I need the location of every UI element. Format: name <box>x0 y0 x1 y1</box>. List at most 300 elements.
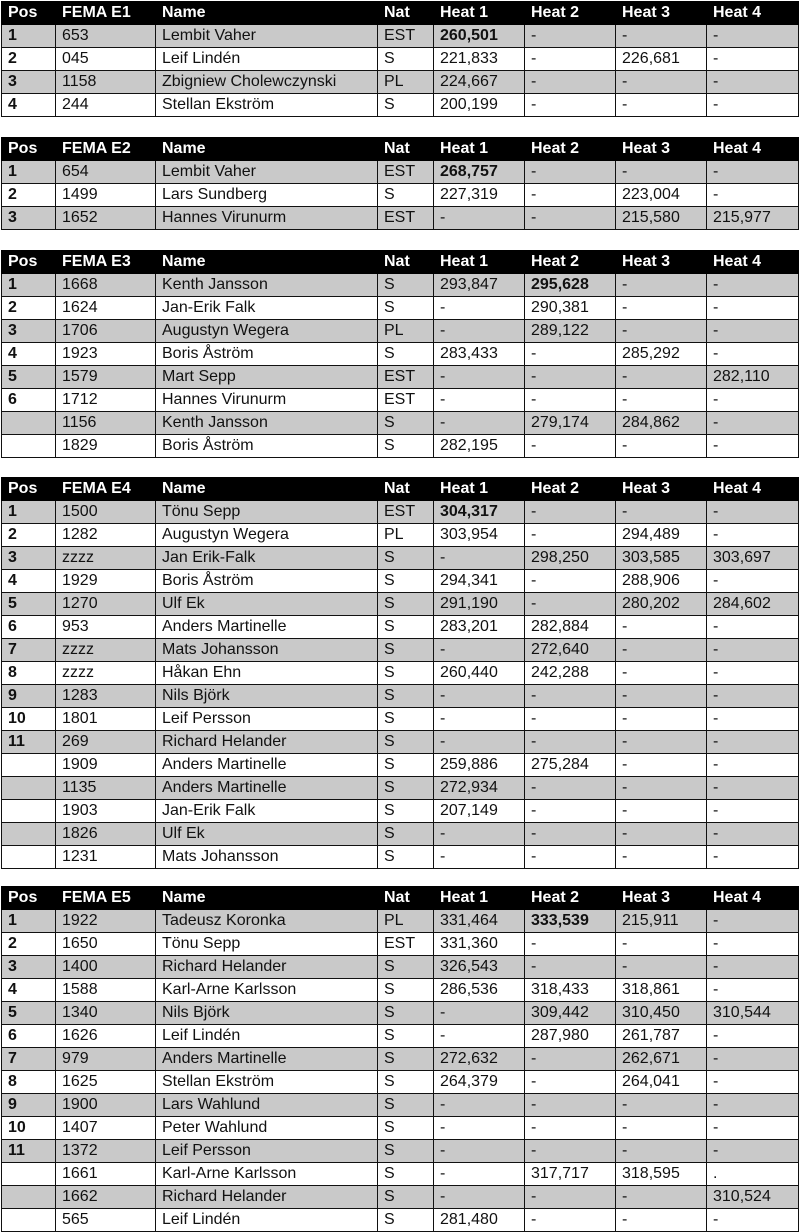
table-row <box>2 662 799 685</box>
heat-1-cell: 326,543 <box>434 956 525 979</box>
heat-4-cell: 215,977 <box>707 207 799 230</box>
nationality-cell: S <box>378 846 434 869</box>
header-class-label: FEMA E5 <box>56 887 156 910</box>
heat-2-cell: 279,174 <box>525 412 616 435</box>
heat-1-cell: 281,480 <box>434 1209 525 1232</box>
driver-name-cell: Tadeusz Koronka <box>156 910 378 933</box>
driver-name-cell: Tönu Sepp <box>156 933 378 956</box>
nationality-cell: S <box>378 274 434 297</box>
driver-name-cell: Boris Åström <box>156 435 378 458</box>
fema-number-cell: zzzz <box>56 547 156 570</box>
table-row <box>2 1186 799 1209</box>
heat-1-cell: 304,317 <box>434 501 525 524</box>
header-nat: Nat <box>378 478 434 501</box>
heat-2-cell: - <box>525 777 616 800</box>
header-heat-1: Heat 1 <box>434 138 525 161</box>
header-heat-4: Heat 4 <box>707 138 799 161</box>
driver-name-cell: Kenth Jansson <box>156 412 378 435</box>
header-class-label: FEMA E1 <box>56 2 156 25</box>
nationality-cell: S <box>378 570 434 593</box>
nationality-cell: S <box>378 593 434 616</box>
heat-3-cell: - <box>616 708 707 731</box>
heat-2-cell: 290,381 <box>525 297 616 320</box>
header-heat-4: Heat 4 <box>707 478 799 501</box>
fema-number-cell: 1407 <box>56 1117 156 1140</box>
header-nat: Nat <box>378 251 434 274</box>
fema-number-cell: 1650 <box>56 933 156 956</box>
heat-1-cell: 303,954 <box>434 524 525 547</box>
nationality-cell: EST <box>378 366 434 389</box>
heat-3-cell: - <box>616 389 707 412</box>
header-heat-2: Heat 2 <box>525 887 616 910</box>
header-heat-3: Heat 3 <box>616 138 707 161</box>
driver-name-cell: Augustyn Wegera <box>156 320 378 343</box>
nationality-cell: S <box>378 1002 434 1025</box>
heat-3-cell: - <box>616 823 707 846</box>
heat-3-cell: 226,681 <box>616 48 707 71</box>
heat-1-cell: 260,501 <box>434 25 525 48</box>
heat-4-cell: - <box>707 685 799 708</box>
nationality-cell: S <box>378 1140 434 1163</box>
pos-cell: 3 <box>2 207 56 230</box>
nationality-cell: S <box>378 1025 434 1048</box>
table-row <box>2 274 799 297</box>
driver-name-cell: Leif Lindén <box>156 1209 378 1232</box>
driver-name-cell: Karl-Arne Karlsson <box>156 979 378 1002</box>
header-heat-4: Heat 4 <box>707 251 799 274</box>
nationality-cell: S <box>378 1117 434 1140</box>
nationality-cell: S <box>378 754 434 777</box>
fema-number-cell: 653 <box>56 25 156 48</box>
header-pos: Pos <box>2 2 56 25</box>
header-name: Name <box>156 251 378 274</box>
pos-cell: 8 <box>2 662 56 685</box>
heat-1-cell: 272,934 <box>434 777 525 800</box>
table-header-row <box>2 251 799 274</box>
pos-cell: 2 <box>2 933 56 956</box>
header-heat-3: Heat 3 <box>616 478 707 501</box>
header-heat-2: Heat 2 <box>525 2 616 25</box>
heat-4-cell: - <box>707 1071 799 1094</box>
pos-cell: 11 <box>2 731 56 754</box>
table-row <box>2 343 799 366</box>
nationality-cell: S <box>378 48 434 71</box>
pos-cell <box>2 1186 56 1209</box>
table-row <box>2 708 799 731</box>
table-row <box>2 1140 799 1163</box>
table-row <box>2 956 799 979</box>
results-table-1 <box>1 1 799 117</box>
pos-cell: 4 <box>2 343 56 366</box>
pos-cell: 3 <box>2 956 56 979</box>
heat-3-cell: - <box>616 320 707 343</box>
heat-1-cell: - <box>434 366 525 389</box>
driver-name-cell: Kenth Jansson <box>156 274 378 297</box>
heat-3-cell: - <box>616 1117 707 1140</box>
header-heat-4: Heat 4 <box>707 887 799 910</box>
heat-2-cell: - <box>525 1094 616 1117</box>
heat-4-cell: - <box>707 94 799 117</box>
table-row <box>2 1163 799 1186</box>
pos-cell: 8 <box>2 1071 56 1094</box>
driver-name-cell: Ulf Ek <box>156 823 378 846</box>
heat-2-cell: - <box>525 207 616 230</box>
heat-1-cell: - <box>434 1002 525 1025</box>
driver-name-cell: Stellan Ekström <box>156 1071 378 1094</box>
heat-2-cell: - <box>525 1117 616 1140</box>
driver-name-cell: Jan Erik-Falk <box>156 547 378 570</box>
heat-2-cell: - <box>525 685 616 708</box>
fema-number-cell: 1712 <box>56 389 156 412</box>
pos-cell: 2 <box>2 184 56 207</box>
heat-2-cell: - <box>525 184 616 207</box>
fema-number-cell: 979 <box>56 1048 156 1071</box>
driver-name-cell: Lars Wahlund <box>156 1094 378 1117</box>
table-header-row <box>2 138 799 161</box>
fema-number-cell: 1909 <box>56 754 156 777</box>
heat-3-cell: - <box>616 662 707 685</box>
heat-3-cell: - <box>616 1140 707 1163</box>
heat-2-cell: 287,980 <box>525 1025 616 1048</box>
nationality-cell: S <box>378 297 434 320</box>
heat-1-cell: - <box>434 639 525 662</box>
heat-2-cell: 282,884 <box>525 616 616 639</box>
fema-number-cell: 1135 <box>56 777 156 800</box>
heat-1-cell: - <box>434 389 525 412</box>
heat-3-cell: - <box>616 1186 707 1209</box>
heat-4-cell: - <box>707 910 799 933</box>
table-row <box>2 685 799 708</box>
heat-1-cell: 264,379 <box>434 1071 525 1094</box>
driver-name-cell: Hannes Virunurm <box>156 207 378 230</box>
pos-cell: 9 <box>2 1094 56 1117</box>
heat-4-cell: 284,602 <box>707 593 799 616</box>
heat-4-cell: - <box>707 846 799 869</box>
driver-name-cell: Boris Åström <box>156 343 378 366</box>
heat-3-cell: - <box>616 274 707 297</box>
heat-3-cell: 215,911 <box>616 910 707 933</box>
table-row <box>2 823 799 846</box>
header-name: Name <box>156 478 378 501</box>
nationality-cell: S <box>378 184 434 207</box>
table-row <box>2 547 799 570</box>
heat-3-cell: - <box>616 956 707 979</box>
nationality-cell: EST <box>378 25 434 48</box>
nationality-cell: S <box>378 662 434 685</box>
heat-1-cell: - <box>434 1163 525 1186</box>
heat-4-cell: - <box>707 1094 799 1117</box>
heat-1-cell: 227,319 <box>434 184 525 207</box>
table-row <box>2 777 799 800</box>
header-class-label: FEMA E2 <box>56 138 156 161</box>
driver-name-cell: Mats Johansson <box>156 846 378 869</box>
driver-name-cell: Lembit Vaher <box>156 161 378 184</box>
heat-3-cell: 288,906 <box>616 570 707 593</box>
fema-number-cell: 1340 <box>56 1002 156 1025</box>
fema-number-cell: 1282 <box>56 524 156 547</box>
driver-name-cell: Håkan Ehn <box>156 662 378 685</box>
fema-number-cell: 1156 <box>56 412 156 435</box>
heat-2-cell: 242,288 <box>525 662 616 685</box>
fema-number-cell: 1801 <box>56 708 156 731</box>
heat-3-cell: - <box>616 685 707 708</box>
heat-3-cell: - <box>616 366 707 389</box>
fema-number-cell: 1231 <box>56 846 156 869</box>
nationality-cell: S <box>378 1048 434 1071</box>
pos-cell <box>2 754 56 777</box>
pos-cell: 6 <box>2 616 56 639</box>
nationality-cell: S <box>378 94 434 117</box>
heat-3-cell: 280,202 <box>616 593 707 616</box>
table-row <box>2 800 799 823</box>
header-heat-4: Heat 4 <box>707 2 799 25</box>
heat-1-cell: 283,433 <box>434 343 525 366</box>
driver-name-cell: Leif Persson <box>156 1140 378 1163</box>
heat-2-cell: - <box>525 1209 616 1232</box>
heat-2-cell: - <box>525 933 616 956</box>
pos-cell: 5 <box>2 593 56 616</box>
table-row <box>2 979 799 1002</box>
driver-name-cell: Lars Sundberg <box>156 184 378 207</box>
heat-2-cell: - <box>525 570 616 593</box>
heat-2-cell: - <box>525 1048 616 1071</box>
table-row <box>2 389 799 412</box>
fema-number-cell: 1270 <box>56 593 156 616</box>
pos-cell: 4 <box>2 570 56 593</box>
table-row <box>2 1025 799 1048</box>
pos-cell: 4 <box>2 979 56 1002</box>
heat-4-cell: - <box>707 1025 799 1048</box>
fema-number-cell: 244 <box>56 94 156 117</box>
pos-cell: 3 <box>2 71 56 94</box>
results-table-5 <box>1 886 799 1232</box>
heat-2-cell: - <box>525 343 616 366</box>
heat-2-cell: - <box>525 956 616 979</box>
nationality-cell: S <box>378 547 434 570</box>
heat-3-cell: 303,585 <box>616 547 707 570</box>
heat-1-cell: - <box>434 1186 525 1209</box>
fema-number-cell: 1929 <box>56 570 156 593</box>
heat-2-cell: - <box>525 1071 616 1094</box>
table-row <box>2 1209 799 1232</box>
header-name: Name <box>156 2 378 25</box>
table-row <box>2 366 799 389</box>
heat-1-cell: 268,757 <box>434 161 525 184</box>
heat-3-cell: 285,292 <box>616 343 707 366</box>
heat-4-cell: - <box>707 435 799 458</box>
header-pos: Pos <box>2 887 56 910</box>
header-heat-3: Heat 3 <box>616 2 707 25</box>
fema-number-cell: 1624 <box>56 297 156 320</box>
nationality-cell: S <box>378 731 434 754</box>
pos-cell: 4 <box>2 94 56 117</box>
table-row <box>2 933 799 956</box>
heat-4-cell: - <box>707 708 799 731</box>
heat-3-cell: - <box>616 25 707 48</box>
heat-1-cell: - <box>434 708 525 731</box>
pos-cell <box>2 412 56 435</box>
nationality-cell: S <box>378 1094 434 1117</box>
heat-3-cell: - <box>616 800 707 823</box>
nationality-cell: S <box>378 708 434 731</box>
header-name: Name <box>156 887 378 910</box>
fema-number-cell: 1400 <box>56 956 156 979</box>
pos-cell: 5 <box>2 366 56 389</box>
nationality-cell: EST <box>378 389 434 412</box>
heat-2-cell: 272,640 <box>525 639 616 662</box>
heat-4-cell: - <box>707 1117 799 1140</box>
fema-number-cell: 1626 <box>56 1025 156 1048</box>
nationality-cell: S <box>378 800 434 823</box>
heat-4-cell: 303,697 <box>707 547 799 570</box>
pos-cell: 11 <box>2 1140 56 1163</box>
table-row <box>2 1094 799 1117</box>
heat-1-cell: - <box>434 207 525 230</box>
table-row <box>2 435 799 458</box>
heat-4-cell: - <box>707 524 799 547</box>
heat-1-cell: 283,201 <box>434 616 525 639</box>
heat-3-cell: - <box>616 777 707 800</box>
header-heat-1: Heat 1 <box>434 887 525 910</box>
fema-number-cell: 1661 <box>56 1163 156 1186</box>
heat-1-cell: 260,440 <box>434 662 525 685</box>
heat-1-cell: 331,360 <box>434 933 525 956</box>
heat-2-cell: 318,433 <box>525 979 616 1002</box>
heat-2-cell: - <box>525 94 616 117</box>
fema-number-cell: 1662 <box>56 1186 156 1209</box>
driver-name-cell: Tönu Sepp <box>156 501 378 524</box>
heat-1-cell: - <box>434 731 525 754</box>
nationality-cell: S <box>378 1186 434 1209</box>
heat-2-cell: - <box>525 435 616 458</box>
driver-name-cell: Leif Persson <box>156 708 378 731</box>
heat-1-cell: 272,632 <box>434 1048 525 1071</box>
driver-name-cell: Mart Sepp <box>156 366 378 389</box>
heat-4-cell: - <box>707 343 799 366</box>
heat-1-cell: - <box>434 412 525 435</box>
heat-1-cell: 259,886 <box>434 754 525 777</box>
heat-4-cell: - <box>707 297 799 320</box>
header-heat-2: Heat 2 <box>525 251 616 274</box>
nationality-cell: S <box>378 343 434 366</box>
table-row <box>2 71 799 94</box>
fema-number-cell: 1372 <box>56 1140 156 1163</box>
nationality-cell: S <box>378 1209 434 1232</box>
heat-1-cell: 294,341 <box>434 570 525 593</box>
heat-3-cell: 262,671 <box>616 1048 707 1071</box>
pos-cell: 1 <box>2 910 56 933</box>
fema-number-cell: 1579 <box>56 366 156 389</box>
header-pos: Pos <box>2 138 56 161</box>
driver-name-cell: Ulf Ek <box>156 593 378 616</box>
heat-4-cell: - <box>707 979 799 1002</box>
heat-3-cell: - <box>616 71 707 94</box>
heat-3-cell: 284,862 <box>616 412 707 435</box>
fema-number-cell: 1706 <box>56 320 156 343</box>
heat-4-cell: - <box>707 71 799 94</box>
header-nat: Nat <box>378 138 434 161</box>
fema-number-cell: 1283 <box>56 685 156 708</box>
heat-4-cell: - <box>707 823 799 846</box>
heat-2-cell: 333,539 <box>525 910 616 933</box>
nationality-cell: S <box>378 639 434 662</box>
fema-number-cell: 565 <box>56 1209 156 1232</box>
heat-1-cell: - <box>434 1140 525 1163</box>
nationality-cell: S <box>378 979 434 1002</box>
table-row <box>2 570 799 593</box>
driver-name-cell: Hannes Virunurm <box>156 389 378 412</box>
fema-number-cell: 1588 <box>56 979 156 1002</box>
table-row <box>2 94 799 117</box>
driver-name-cell: Nils Björk <box>156 685 378 708</box>
table-row <box>2 297 799 320</box>
heat-4-cell: - <box>707 570 799 593</box>
pos-cell: 2 <box>2 48 56 71</box>
heat-4-cell: - <box>707 1048 799 1071</box>
table-row <box>2 1071 799 1094</box>
nationality-cell: PL <box>378 320 434 343</box>
pos-cell: 2 <box>2 524 56 547</box>
driver-name-cell: Anders Martinelle <box>156 777 378 800</box>
header-class-label: FEMA E4 <box>56 478 156 501</box>
table-row <box>2 25 799 48</box>
heat-1-cell: 331,464 <box>434 910 525 933</box>
pos-cell: 5 <box>2 1002 56 1025</box>
heat-4-cell: 282,110 <box>707 366 799 389</box>
driver-name-cell: Peter Wahlund <box>156 1117 378 1140</box>
heat-4-cell: - <box>707 48 799 71</box>
nationality-cell: S <box>378 1163 434 1186</box>
table-row <box>2 1117 799 1140</box>
nationality-cell: EST <box>378 161 434 184</box>
fema-number-cell: 1922 <box>56 910 156 933</box>
pos-cell: 10 <box>2 708 56 731</box>
header-heat-1: Heat 1 <box>434 251 525 274</box>
header-name: Name <box>156 138 378 161</box>
table-row <box>2 207 799 230</box>
driver-name-cell: Jan-Erik Falk <box>156 297 378 320</box>
pos-cell <box>2 823 56 846</box>
pos-cell: 1 <box>2 501 56 524</box>
heat-3-cell: - <box>616 161 707 184</box>
fema-number-cell: 269 <box>56 731 156 754</box>
heat-1-cell: - <box>434 320 525 343</box>
heat-4-cell: - <box>707 161 799 184</box>
heat-1-cell: 221,833 <box>434 48 525 71</box>
heat-3-cell: 264,041 <box>616 1071 707 1094</box>
driver-name-cell: Leif Lindén <box>156 1025 378 1048</box>
pos-cell: 9 <box>2 685 56 708</box>
heat-1-cell: 291,190 <box>434 593 525 616</box>
table-header-row <box>2 2 799 25</box>
driver-name-cell: Mats Johansson <box>156 639 378 662</box>
heat-2-cell: 298,250 <box>525 547 616 570</box>
nationality-cell: PL <box>378 910 434 933</box>
heat-4-cell: - <box>707 274 799 297</box>
heat-1-cell: - <box>434 846 525 869</box>
heat-3-cell: 215,580 <box>616 207 707 230</box>
heat-4-cell: - <box>707 389 799 412</box>
table-row <box>2 524 799 547</box>
heat-2-cell: - <box>525 708 616 731</box>
header-heat-1: Heat 1 <box>434 2 525 25</box>
nationality-cell: S <box>378 412 434 435</box>
heat-1-cell: - <box>434 823 525 846</box>
heat-2-cell: - <box>525 731 616 754</box>
nationality-cell: S <box>378 616 434 639</box>
driver-name-cell: Anders Martinelle <box>156 616 378 639</box>
table-row <box>2 1002 799 1025</box>
